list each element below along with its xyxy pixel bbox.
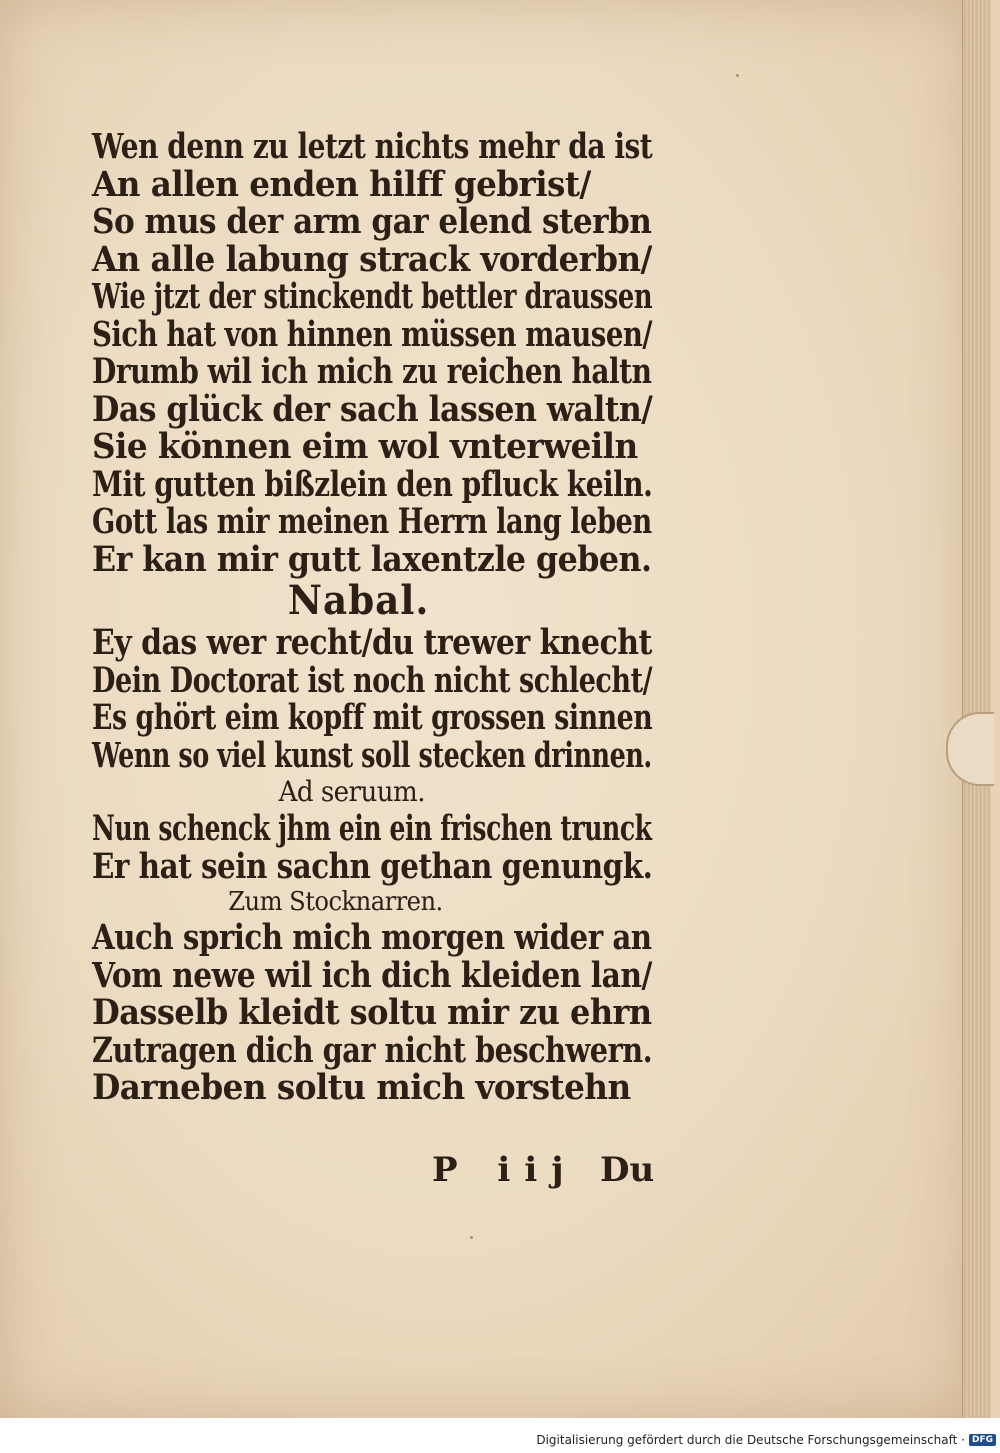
verse-line: Er kan mir gutt laxentzle geben. (92, 538, 652, 580)
verse-line: Er hat sein sachn gethan genungk. (92, 845, 653, 887)
bottom-margin (0, 1418, 1000, 1453)
verse-line: Wen denn zu letzt nichts mehr da ist (92, 126, 653, 167)
verse-text (92, 128, 692, 1107)
verse-line: Sich hat von hinnen müssen mausen/ (92, 313, 653, 355)
catchword: Du (600, 1150, 655, 1190)
verse-line: Gott las mir meinen Herrn lang leben (92, 501, 652, 542)
verse-line: Drumb wil ich mich zu reichen haltn (92, 351, 652, 392)
verse-line: Wenn so viel kunst soll stecken drinnen. (92, 734, 652, 776)
verse-line: Das glück der sach lassen waltn/ (92, 388, 653, 430)
stage-direction: Ad seruum. (278, 775, 425, 808)
speaker-name: Nabal. (287, 577, 430, 624)
verse-line: Dein Doctorat ist noch nicht schlecht/ (92, 659, 653, 701)
verse-line: Darneben soltu mich vorstehn (92, 1067, 631, 1108)
verse-line: An allen enden hilff gebrist/ (92, 163, 591, 205)
verse-line: Zutragen dich gar nicht beschwern. (92, 1029, 653, 1071)
verse-line: Vom newe wil ich dich kleiden lan/ (92, 954, 652, 996)
verse-line: Es ghört eim kopff mit grossen sinnen (92, 697, 653, 738)
verse-line: Sie können eim wol vnterweiln (92, 426, 638, 467)
dfg-logo-icon: DFG (969, 1434, 996, 1446)
stage-direction: Zum Stocknarren. (228, 887, 443, 917)
verse-line: Nun schenck jhm ein ein frischen trunck (92, 808, 652, 849)
verse-line: So mus der arm gar elend sterbn (92, 201, 652, 242)
paper-speck (736, 74, 739, 77)
verse-line: Ey das wer recht/du trewer knecht (92, 622, 652, 663)
verse-line: Mit gutten bißzlein den pfluck keiln. (92, 463, 653, 505)
signature-mark: P iij (432, 1150, 578, 1190)
verse-line: An alle labung strack vorderbn/ (92, 238, 652, 280)
digitization-credit (536, 1433, 996, 1447)
credit-text: Digitalisierung gefördert durch die Deutsche Forschungsgemeinschaft · (536, 1433, 965, 1447)
page-stack-edge (962, 0, 991, 1418)
verse-line: Dasselb kleidt soltu mir zu ehrn (92, 992, 652, 1033)
paper-speck (470, 1236, 473, 1239)
verse-line: Auch sprich mich morgen wider an (92, 917, 652, 958)
verse-line: Wie jtzt der stinckendt bettler draussen (92, 276, 653, 317)
page-footer (92, 1150, 672, 1194)
